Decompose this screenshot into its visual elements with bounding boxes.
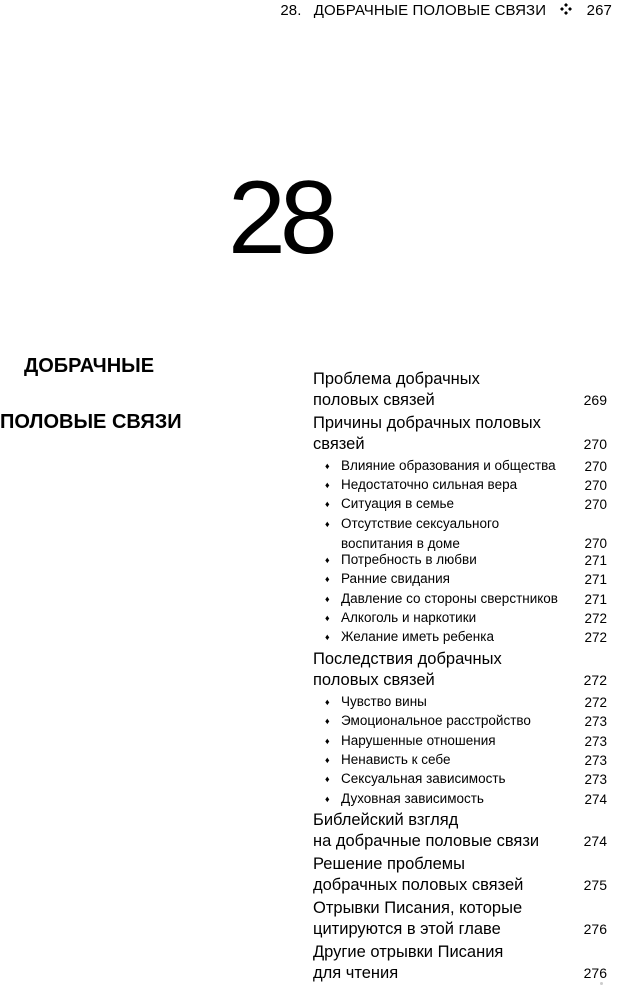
toc-entry-text: добрачных половых связей bbox=[313, 876, 524, 894]
toc-page-number: 273 bbox=[584, 714, 607, 729]
diamond-bullet-icon: ♦ bbox=[325, 632, 330, 642]
diamond-bullet-icon: ♦ bbox=[325, 613, 330, 623]
toc-entry-text: половых связей bbox=[313, 391, 435, 409]
diamond-bullet-icon: ♦ bbox=[325, 716, 330, 726]
toc-entry bbox=[325, 711, 607, 731]
toc-entry bbox=[325, 514, 607, 553]
toc-entry-text: Ситуация в семье bbox=[341, 496, 455, 511]
toc-entry-text: Духовная зависимость bbox=[341, 791, 484, 806]
toc-page-number: 272 bbox=[583, 672, 607, 688]
diamond-bullet-icon: ♦ bbox=[325, 774, 330, 784]
toc-page-number: 269 bbox=[583, 392, 607, 408]
toc-entry-text: Алкоголь и наркотики bbox=[341, 610, 477, 625]
toc-entry-text: цитируются в этой главе bbox=[313, 920, 501, 938]
toc-entry bbox=[325, 550, 607, 570]
toc-entry-text: Недостаточно сильная вера bbox=[341, 477, 518, 492]
toc-page-number: 273 bbox=[584, 753, 607, 768]
toc-entry bbox=[313, 898, 607, 940]
four-diamond-ornament-icon bbox=[560, 3, 572, 18]
toc-page-number: 273 bbox=[584, 734, 607, 749]
toc-entry bbox=[313, 369, 607, 411]
toc-entry-text: воспитания в доме bbox=[341, 536, 460, 551]
toc-entry bbox=[325, 731, 607, 751]
diamond-bullet-icon: ♦ bbox=[325, 519, 330, 529]
scan-speck bbox=[600, 982, 603, 985]
toc-page-number: 271 bbox=[584, 572, 607, 587]
diamond-bullet-icon: ♦ bbox=[325, 697, 330, 707]
toc-page-number: 275 bbox=[583, 877, 607, 893]
toc-entry-text: Отсутствие сексуального bbox=[341, 516, 500, 531]
toc-entry-text: Давление со стороны сверстников bbox=[341, 591, 558, 606]
toc-entry bbox=[325, 456, 607, 476]
diamond-bullet-icon: ♦ bbox=[325, 499, 330, 509]
toc-entry-text: Последствия добрачных bbox=[313, 650, 502, 668]
toc-page-number: 271 bbox=[584, 592, 607, 607]
toc-entry-text: Желание иметь ребенка bbox=[341, 629, 494, 644]
toc-entry bbox=[313, 649, 607, 691]
diamond-bullet-icon: ♦ bbox=[325, 461, 330, 471]
running-head-title: ДОБРАЧНЫЕ ПОЛОВЫЕ СВЯЗИ bbox=[313, 2, 547, 19]
toc-entry bbox=[325, 750, 607, 770]
toc-entry-text: Отрывки Писания, которые bbox=[313, 899, 523, 917]
toc-entry-text: Потребность в любви bbox=[341, 552, 477, 567]
toc-entry-text: Решение проблемы bbox=[313, 855, 465, 873]
toc-entry bbox=[325, 589, 607, 609]
diamond-bullet-icon: ♦ bbox=[325, 480, 330, 490]
running-head-page-number: 267 bbox=[586, 2, 612, 19]
toc-entry-text: половых связей bbox=[313, 671, 435, 689]
toc-page-number: 270 bbox=[584, 497, 607, 512]
toc-entry bbox=[313, 810, 607, 852]
toc-entry bbox=[325, 627, 607, 647]
running-head bbox=[280, 2, 612, 19]
diamond-bullet-icon: ♦ bbox=[325, 794, 330, 804]
toc-page-number: 270 bbox=[583, 436, 607, 452]
toc-page-number: 272 bbox=[584, 630, 607, 645]
toc-page-number: 273 bbox=[584, 772, 607, 787]
toc-entry-text: Ранние свидания bbox=[341, 571, 450, 586]
diamond-bullet-icon: ♦ bbox=[325, 755, 330, 765]
toc-entry-text: Влияние образования и общества bbox=[341, 458, 556, 473]
toc-page-number: 276 bbox=[583, 965, 607, 981]
chapter-title-line-2: ПОЛОВЫЕ СВЯЗИ bbox=[0, 411, 182, 433]
toc-entry-text: связей bbox=[313, 435, 365, 453]
toc-page-number: 270 bbox=[584, 459, 607, 474]
toc-page-number: 271 bbox=[584, 553, 607, 568]
toc-entry-text: Сексуальная зависимость bbox=[341, 771, 506, 786]
toc-entry-text: Ненависть к себе bbox=[341, 752, 451, 767]
toc-entry-text: Библейский взгляд bbox=[313, 811, 459, 829]
toc-entry bbox=[313, 854, 607, 896]
toc-entry bbox=[313, 413, 607, 455]
toc-entry bbox=[325, 769, 607, 789]
toc-entry-text: для чтения bbox=[313, 964, 399, 982]
toc-entry-text: Чувство вины bbox=[341, 694, 427, 709]
toc-page-number: 274 bbox=[583, 833, 607, 849]
toc-entry bbox=[325, 789, 607, 809]
toc-page-number: 276 bbox=[583, 921, 607, 937]
toc-page-number: 272 bbox=[584, 611, 607, 626]
diamond-bullet-icon: ♦ bbox=[325, 574, 330, 584]
toc-entry bbox=[325, 569, 607, 589]
toc-page-number: 270 bbox=[584, 478, 607, 493]
running-head-chapter-ref: 28. bbox=[280, 2, 302, 19]
diamond-bullet-icon: ♦ bbox=[325, 594, 330, 604]
chapter-number: 28 bbox=[228, 160, 332, 276]
toc-entry-text: Причины добрачных половых bbox=[313, 414, 541, 432]
toc-entry bbox=[325, 494, 607, 514]
diamond-bullet-icon: ♦ bbox=[325, 555, 330, 565]
toc-entry bbox=[325, 475, 607, 495]
toc-entry bbox=[325, 608, 607, 628]
toc-entry bbox=[325, 692, 607, 712]
toc-entry-text: на добрачные половые связи bbox=[313, 832, 540, 850]
toc-entry-text: Нарушенные отношения bbox=[341, 733, 496, 748]
toc-entry-text: Проблема добрачных bbox=[313, 370, 480, 388]
diamond-bullet-icon: ♦ bbox=[325, 736, 330, 746]
toc-entry bbox=[313, 942, 607, 984]
toc-entry-text: Другие отрывки Писания bbox=[313, 943, 504, 961]
chapter-title-line-1: ДОБРАЧНЫЕ bbox=[24, 355, 155, 377]
toc-page-number: 274 bbox=[584, 792, 607, 807]
toc-page-number: 270 bbox=[584, 536, 607, 551]
toc-entry-text: Эмоциональное расстройство bbox=[341, 713, 531, 728]
toc-page-number: 272 bbox=[584, 695, 607, 710]
